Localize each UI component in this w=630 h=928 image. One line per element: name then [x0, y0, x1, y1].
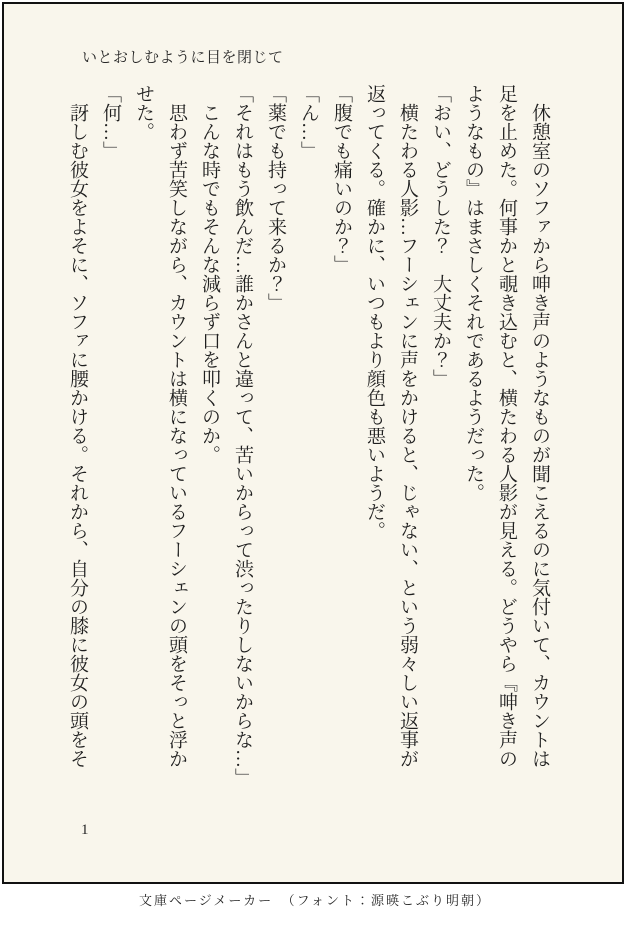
text-column: ようなもの』はまさしくそれであるようだった。 [463, 84, 484, 502]
text-column: 「薬でも持って来るか？」 [265, 84, 286, 312]
text-column: 「ん…」 [298, 84, 319, 160]
text-column: 「おい、どうした？ 大丈夫か？」 [430, 84, 451, 388]
generator-footer-caption: 文庫ページメーカー （フォント：源暎こぶり明朝） [139, 893, 491, 908]
text-column: 「何…」 [100, 84, 121, 160]
text-column: せた。 [133, 84, 154, 141]
text-column: 休憩室のソファから呻き声のようなものが聞こえるのに気付いて、カウントは [529, 84, 550, 768]
text-column: 「腹でも痛いのか？」 [331, 84, 352, 274]
novel-page-panel [2, 2, 624, 884]
text-column: 思わず苦笑しながら、カウントは横になっているフーシェンの頭をそっと浮か [166, 84, 187, 768]
page-number: 1 [81, 822, 89, 838]
text-column: 訝しむ彼女をよそに、ソファに腰かける。それから、自分の膝に彼女の頭をそ [67, 84, 88, 768]
page-header-title: いとおしむように目を閉じて [82, 50, 284, 66]
text-column: 返ってくる。確かに、いつもより顔色も悪いようだ。 [364, 84, 385, 540]
text-column: 「それはもう飲んだ…誰かさんと違って、苦いからって渋ったりしないからな…」 [232, 84, 253, 787]
text-column: 横たわる人影…フーシェンに声をかけると、じゃない、という弱々しい返事が [397, 84, 418, 768]
text-column: 足を止めた。何事かと覗き込むと、横たわる人影が見える。どうやら『呻き声の [496, 84, 517, 768]
vertical-text-block [56, 84, 556, 800]
text-column: こんな時でもそんな減らず口を叩くのか。 [199, 84, 220, 464]
